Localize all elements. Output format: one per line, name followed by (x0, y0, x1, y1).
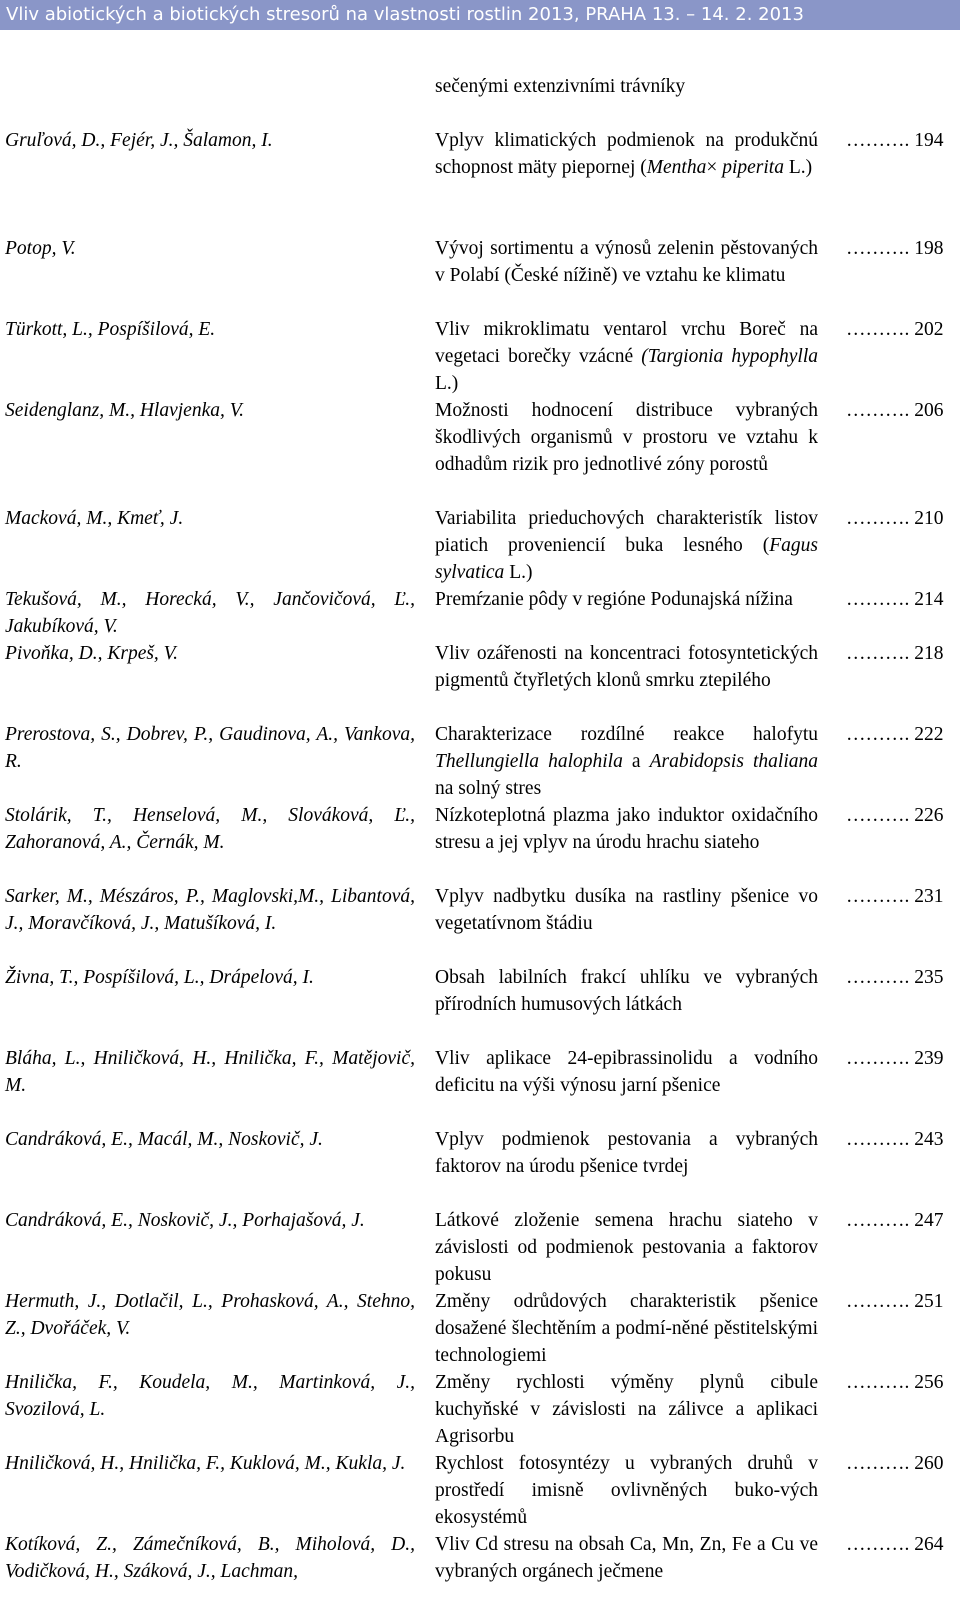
toc-title-fragment: Látkové zloženie semena hrachu siateho v závislosti od podmienok pestovania a faktorov pokusu (435, 1210, 818, 1285)
toc-entry (0, 235, 960, 316)
toc-authors: Candráková, E., Noskovič, J., Porhajašová, J. (5, 1210, 365, 1231)
toc-entry (0, 802, 960, 883)
toc-page-number: ………. 202 (846, 319, 944, 340)
toc-authors: Tekušová, M., Horecká, V., Jančovičová, Ľ., Jakubíková, V. (5, 589, 415, 637)
toc-title (435, 73, 818, 100)
toc-title (435, 397, 818, 478)
toc-page-number: ………. 247 (846, 1210, 944, 1231)
toc-authors: Bláha, L., Hniličková, H., Hnilička, F., Matějovič, M. (5, 1048, 415, 1096)
toc-page-number: ………. 222 (846, 724, 944, 745)
toc-title-fragment: piperita (722, 157, 784, 178)
toc-title-fragment: L.) (504, 562, 533, 583)
toc-authors: Macková, M., Kmeť, J. (5, 508, 184, 529)
toc-title (435, 1288, 818, 1369)
toc-authors: Seidenglanz, M., Hlavjenka, V. (5, 400, 245, 421)
toc-page-number: ………. 206 (846, 400, 944, 421)
toc-authors: Stolárik, T., Henselová, M., Slováková, Ľ., Zahoranová, A., Černák, M. (5, 805, 415, 853)
toc-title (435, 964, 818, 1018)
toc-title-fragment: Premŕzanie pôdy v regióne Podunajská nížina (435, 589, 793, 610)
toc-title (435, 1126, 818, 1180)
toc-authors: Gruľová, D., Fejér, J., Šalamon, I. (5, 130, 273, 151)
toc-entry (0, 586, 960, 640)
toc-title-fragment: Thellungiella halophila (435, 751, 623, 772)
toc-title-fragment: a (622, 751, 650, 772)
toc-title-fragment: Vplyv nadbytku dusíka na rastliny pšenice vo vegetatívnom štádiu (435, 886, 818, 934)
toc-page-number: ………. 239 (846, 1048, 944, 1069)
toc-title (435, 586, 818, 613)
toc-page-number: ………. 243 (846, 1129, 944, 1150)
toc-title (435, 316, 818, 397)
toc-title-fragment: Vliv mikroklimatu ventarol vrchu Boreč na vegetaci borečky vzácné (435, 319, 818, 367)
toc-title-fragment: Arabidopsis thaliana (649, 751, 818, 772)
toc-title (435, 127, 818, 181)
toc-title-fragment: Vliv ozářenosti na koncentraci fotosyntetických pigmentů čtyřletých klonů smrku ztepilého (435, 643, 818, 691)
toc-entry (0, 883, 960, 964)
toc-title-fragment: sečenými extenzivními trávníky (435, 76, 686, 97)
toc-entry (0, 397, 960, 505)
toc-title (435, 1207, 818, 1288)
toc-title-fragment: na solný stres (435, 778, 542, 799)
toc-entry (0, 127, 960, 235)
toc-page-number: ………. 198 (846, 238, 944, 259)
toc-authors: Hnilička, F., Koudela, M., Martinková, J., Svozilová, L. (5, 1372, 415, 1420)
toc-authors: Pivoňka, D., Krpeš, V. (5, 643, 178, 664)
toc-entry (0, 721, 960, 802)
toc-title-fragment: Vplyv podmienok pestovania a vybraných faktorov na úrodu pšenice tvrdej (435, 1129, 818, 1177)
toc-page-number: ………. 194 (846, 130, 944, 151)
toc-title (435, 1369, 818, 1450)
toc-title (435, 721, 818, 802)
document-header-banner: Vliv abiotických a biotických stresorů na vlastnosti rostlin 2013, PRAHA 13. – 14. 2. 2013 (0, 0, 960, 30)
toc-entry (0, 1126, 960, 1207)
toc-page-number: ………. 256 (846, 1372, 944, 1393)
toc-entry (0, 1288, 960, 1369)
toc-authors: Türkott, L., Pospíšilová, E. (5, 319, 216, 340)
toc-title-fragment: Nízkoteplotná plazma jako induktor oxidačního stresu a jej vplyv na úrodu hrachu siateho (435, 805, 818, 853)
toc-entry (0, 505, 960, 586)
toc-page-number: ………. 235 (846, 967, 944, 988)
toc-title-fragment: Fagus sylvatica (435, 535, 818, 583)
toc-authors: Sarker, M., Mészáros, P., Maglovski,M., Libantová, J., Moravčíková, J., Matušíková, I. (5, 886, 415, 934)
toc-authors: Candráková, E., Macál, M., Noskovič, J. (5, 1129, 323, 1150)
toc-title-fragment: Vliv aplikace 24-epibrassinolidu a vodního deficitu na výši výnosu jarní pšenice (435, 1048, 818, 1096)
toc-page-number: ………. 264 (846, 1534, 944, 1555)
toc-title (435, 802, 818, 856)
toc-title-fragment: Změny odrůdových charakteristik pšenice dosažené šlechtěním a podmí-něné pěstitelskými technologiemi (435, 1291, 818, 1366)
toc-authors: Kotíková, Z., Zámečníková, B., Miholová, D., Vodičková, H., Száková, J., Lachman, (5, 1534, 415, 1582)
toc-title-fragment: (Targionia hypophylla (641, 346, 818, 367)
toc-title (435, 235, 818, 289)
toc-authors: Hniličková, H., Hnilička, F., Kuklová, M., Kukla, J. (5, 1453, 406, 1474)
toc-page-number: ………. 231 (846, 886, 944, 907)
toc-authors: Potop, V. (5, 238, 76, 259)
toc-title-fragment: L.) (435, 373, 459, 394)
toc-title (435, 505, 818, 586)
toc-page-number: ………. 226 (846, 805, 944, 826)
toc-entry (0, 1531, 960, 1612)
toc-title-fragment: Vliv Cd stresu na obsah Ca, Mn, Zn, Fe a Cu ve vybraných orgánech ječmene (435, 1534, 818, 1582)
toc-entry (0, 1450, 960, 1531)
toc-title (435, 1045, 818, 1099)
toc-title (435, 1531, 818, 1585)
toc-page-number: ………. 218 (846, 643, 944, 664)
toc-title-fragment: Mentha (646, 157, 707, 178)
toc-title-fragment: L.) (783, 157, 813, 178)
toc-title-fragment: Obsah labilních frakcí uhlíku ve vybraných přírodních humusových látkách (435, 967, 818, 1015)
toc-title-fragment: Možnosti hodnocení distribuce vybraných škodlivých organismů v prostoru ve vztahu k odhadům rizik pro jednotlivé zóny porostů (435, 400, 818, 475)
toc-entry (0, 1045, 960, 1126)
toc-title (435, 640, 818, 694)
toc-page-number: ………. 251 (846, 1291, 944, 1312)
toc-title-fragment: Rychlost fotosyntézy u vybraných druhů v prostředí imisně ovlivněných buko-vých ekosystémů (435, 1453, 818, 1528)
toc-title-fragment: × (706, 157, 723, 178)
toc-page-number: ………. 214 (846, 589, 944, 610)
toc-entry (0, 964, 960, 1045)
toc-title (435, 883, 818, 937)
toc-authors: Hermuth, J., Dotlačil, L., Prohasková, A., Stehno, Z., Dvořáček, V. (5, 1291, 415, 1339)
toc-entry (0, 1207, 960, 1288)
toc-title (435, 1450, 818, 1531)
toc-authors: Prerostova, S., Dobrev, P., Gaudinova, A., Vankova, R. (5, 724, 415, 772)
toc-page-number: ………. 210 (846, 508, 944, 529)
toc-title-fragment: Vplyv klimatických podmienok na produkčnú schopnost mäty piepornej ( (435, 130, 818, 178)
toc-title-fragment: Variabilita prieduchových charakteristík listov piatich proveniencií buka lesného ( (435, 508, 818, 556)
toc-entry (0, 316, 960, 397)
toc-page-number: ………. 260 (846, 1453, 944, 1474)
toc-authors: Živna, T., Pospíšilová, L., Drápelová, I. (5, 967, 314, 988)
toc-title-fragment: Změny rychlosti výměny plynů cibule kuchyňské v závislosti na zálivce a aplikaci Agrisorbu (435, 1372, 818, 1447)
toc-entry (0, 640, 960, 721)
toc-title-fragment: Vývoj sortimentu a výnosů zelenin pěstovaných v Polabí (České nížině) ve vztahu ke klimatu (435, 238, 818, 286)
toc-entry (0, 1369, 960, 1450)
toc-title-fragment: Charakterizace rozdílné reakce halofytu (435, 724, 818, 745)
toc-entry (0, 73, 960, 127)
table-of-contents (0, 73, 960, 1612)
